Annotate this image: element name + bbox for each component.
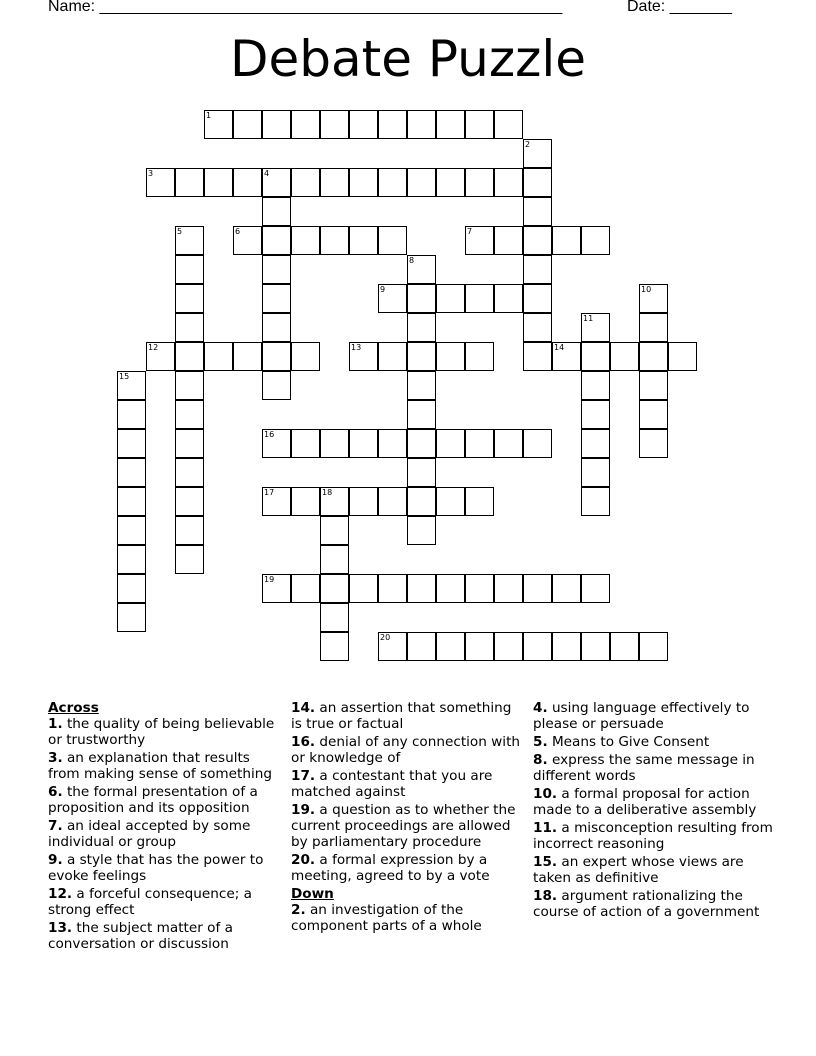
- clue-text: denial of any connection with or knowledge of: [291, 734, 521, 766]
- grid-cell[interactable]: [204, 342, 233, 371]
- grid-cell[interactable]: [407, 313, 436, 342]
- grid-cell[interactable]: [291, 168, 320, 197]
- grid-cell[interactable]: [523, 284, 552, 313]
- clue-text: a question as to whether the current proceedings are allowed by parliamentary procedure: [291, 802, 516, 850]
- clue-item: [291, 734, 526, 766]
- clue-item: [533, 854, 773, 886]
- grid-cell[interactable]: [581, 574, 610, 603]
- clue-number-label: 17.: [291, 768, 316, 784]
- clues-column-2: [291, 700, 526, 936]
- grid-cell[interactable]: [320, 168, 349, 197]
- clue-text: the quality of being believable or trustworthy: [48, 716, 275, 748]
- clue-item: [533, 888, 773, 920]
- clue-text: express the same message in different words: [533, 752, 755, 784]
- grid-cell[interactable]: [204, 168, 233, 197]
- grid-cell[interactable]: [494, 632, 523, 661]
- clue-number-label: 3.: [48, 750, 63, 766]
- grid-cell[interactable]: [117, 574, 146, 603]
- grid-cell[interactable]: [639, 371, 668, 400]
- date-field-label: Date: _______: [627, 0, 732, 15]
- grid-cell[interactable]: [175, 255, 204, 284]
- clues-column-3: [533, 700, 773, 922]
- grid-cell[interactable]: [523, 342, 552, 371]
- clue-number-label: 4.: [533, 700, 548, 716]
- grid-cell[interactable]: [175, 313, 204, 342]
- grid-cell[interactable]: [436, 487, 465, 516]
- grid-cell[interactable]: [407, 487, 436, 516]
- grid-cell[interactable]: [175, 284, 204, 313]
- grid-cell[interactable]: [639, 313, 668, 342]
- across-heading: Across: [48, 700, 99, 716]
- grid-cell[interactable]: [407, 110, 436, 139]
- grid-cell[interactable]: [523, 632, 552, 661]
- clue-text: an investigation of the component parts of a whole: [291, 902, 482, 934]
- grid-cell[interactable]: [175, 458, 204, 487]
- down-clue-list-1: [291, 902, 526, 934]
- grid-cell[interactable]: [436, 168, 465, 197]
- grid-cell[interactable]: [436, 429, 465, 458]
- grid-cell[interactable]: [407, 284, 436, 313]
- clue-number: 1: [206, 111, 212, 120]
- clue-number-label: 6.: [48, 784, 63, 800]
- grid-cell[interactable]: [465, 574, 494, 603]
- grid-cell[interactable]: [175, 516, 204, 545]
- clue-number-label: 15.: [533, 854, 558, 870]
- grid-cell[interactable]: [581, 632, 610, 661]
- grid-cell[interactable]: [291, 487, 320, 516]
- grid-cell[interactable]: [639, 400, 668, 429]
- grid-cell[interactable]: [117, 429, 146, 458]
- grid-cell[interactable]: [291, 429, 320, 458]
- grid-cell[interactable]: [175, 429, 204, 458]
- grid-cell[interactable]: [233, 342, 262, 371]
- clue-text: a style that has the power to evoke feelings: [48, 852, 264, 884]
- grid-cell[interactable]: [291, 574, 320, 603]
- clue-text: an expert whose views are taken as definitive: [533, 854, 744, 886]
- grid-cell[interactable]: [610, 632, 639, 661]
- grid-cell[interactable]: [349, 574, 378, 603]
- grid-cell[interactable]: [668, 342, 697, 371]
- clue-text: the formal presentation of a proposition and its opposition: [48, 784, 258, 816]
- grid-cell[interactable]: [407, 342, 436, 371]
- clue-number: 20: [380, 633, 391, 642]
- grid-cell[interactable]: [320, 545, 349, 574]
- grid-cell[interactable]: [552, 632, 581, 661]
- down-heading: Down: [291, 886, 334, 902]
- grid-cell[interactable]: [349, 429, 378, 458]
- clue-number-label: 12.: [48, 886, 73, 902]
- clue-item: [48, 852, 283, 884]
- clue-number: 15: [119, 372, 130, 381]
- grid-cell[interactable]: [117, 400, 146, 429]
- grid-cell[interactable]: [523, 197, 552, 226]
- clues-column-1: [48, 700, 283, 954]
- grid-cell[interactable]: [175, 400, 204, 429]
- clue-item: [291, 700, 526, 732]
- grid-cell[interactable]: [320, 226, 349, 255]
- grid-cell[interactable]: [262, 197, 291, 226]
- clue-number: 18: [322, 488, 333, 497]
- clue-number: 19: [264, 575, 275, 584]
- grid-cell[interactable]: [349, 110, 378, 139]
- grid-cell[interactable]: [639, 342, 668, 371]
- grid-cell[interactable]: [378, 226, 407, 255]
- clue-item: [48, 818, 283, 850]
- clue-item: [533, 820, 773, 852]
- grid-cell[interactable]: [523, 574, 552, 603]
- grid-cell[interactable]: [407, 429, 436, 458]
- grid-cell[interactable]: [407, 516, 436, 545]
- clue-number: 14: [554, 343, 565, 352]
- clue-number: 9: [380, 285, 386, 294]
- clue-number: 7: [467, 227, 473, 236]
- clue-number-label: 18.: [533, 888, 558, 904]
- grid-cell[interactable]: [349, 226, 378, 255]
- grid-cell[interactable]: [175, 371, 204, 400]
- grid-cell[interactable]: [523, 168, 552, 197]
- across-clue-list-2: [291, 700, 526, 884]
- grid-cell[interactable]: [523, 226, 552, 255]
- grid-cell[interactable]: [378, 574, 407, 603]
- grid-cell[interactable]: [523, 255, 552, 284]
- clue-item: [291, 852, 526, 884]
- clue-number-label: 8.: [533, 752, 548, 768]
- clue-item: [291, 902, 526, 934]
- clue-item: [533, 700, 773, 732]
- clue-item: [533, 752, 773, 784]
- clue-number-label: 7.: [48, 818, 63, 834]
- grid-cell[interactable]: [407, 168, 436, 197]
- grid-cell[interactable]: [581, 487, 610, 516]
- grid-cell[interactable]: [175, 168, 204, 197]
- clue-item: [533, 786, 773, 818]
- grid-cell[interactable]: [291, 342, 320, 371]
- across-clue-list-1: [48, 716, 283, 952]
- grid-cell[interactable]: [262, 226, 291, 255]
- clue-number-label: 11.: [533, 820, 558, 836]
- grid-cell[interactable]: [262, 284, 291, 313]
- grid-cell[interactable]: [465, 110, 494, 139]
- clue-number-label: 19.: [291, 802, 316, 818]
- grid-cell[interactable]: [378, 342, 407, 371]
- clue-number: 6: [235, 227, 241, 236]
- clue-number: 13: [351, 343, 362, 352]
- grid-cell[interactable]: [465, 342, 494, 371]
- clue-number-label: 9.: [48, 852, 63, 868]
- grid-cell[interactable]: [175, 342, 204, 371]
- grid-cell[interactable]: [378, 168, 407, 197]
- grid-cell[interactable]: [494, 429, 523, 458]
- clue-number-label: 1.: [48, 716, 63, 732]
- down-clue-list-2: [533, 700, 773, 920]
- grid-cell[interactable]: [436, 110, 465, 139]
- grid-cell[interactable]: [436, 342, 465, 371]
- grid-cell[interactable]: [465, 429, 494, 458]
- grid-cell[interactable]: [320, 603, 349, 632]
- grid-cell[interactable]: [552, 574, 581, 603]
- grid-cell[interactable]: [407, 371, 436, 400]
- grid-cell[interactable]: [465, 284, 494, 313]
- clue-text: the subject matter of a conversation or discussion: [48, 920, 233, 952]
- clue-text: a contestant that you are matched against: [291, 768, 493, 800]
- name-field-label: Name: ____________________________________________________: [48, 0, 563, 15]
- grid-cell[interactable]: [494, 574, 523, 603]
- clue-number: 16: [264, 430, 275, 439]
- grid-cell[interactable]: [349, 487, 378, 516]
- clue-item: [48, 750, 283, 782]
- grid-cell[interactable]: [494, 168, 523, 197]
- grid-cell[interactable]: [494, 284, 523, 313]
- clue-number-label: 16.: [291, 734, 316, 750]
- clue-text: an explanation that results from making sense of something: [48, 750, 272, 782]
- clue-text: a misconception resulting from incorrect reasoning: [533, 820, 773, 852]
- clue-item: [48, 716, 283, 748]
- clue-text: using language effectively to please or persuade: [533, 700, 750, 732]
- grid-cell[interactable]: [262, 110, 291, 139]
- grid-cell[interactable]: [320, 632, 349, 661]
- grid-cell[interactable]: [117, 516, 146, 545]
- clue-number: 17: [264, 488, 275, 497]
- page-title: Debate Puzzle: [229, 30, 586, 88]
- clue-number-label: 10.: [533, 786, 558, 802]
- grid-cell[interactable]: [581, 226, 610, 255]
- clue-number-label: 20.: [291, 852, 316, 868]
- grid-cell[interactable]: [262, 255, 291, 284]
- grid-cell[interactable]: [436, 632, 465, 661]
- grid-cell[interactable]: [494, 110, 523, 139]
- clue-item: [48, 886, 283, 918]
- grid-cell[interactable]: [523, 429, 552, 458]
- grid-cell[interactable]: [291, 226, 320, 255]
- grid-cell[interactable]: [117, 458, 146, 487]
- grid-cell[interactable]: [349, 168, 378, 197]
- grid-cell[interactable]: [291, 110, 320, 139]
- clue-number-label: 2.: [291, 902, 306, 918]
- grid-cell[interactable]: [117, 545, 146, 574]
- grid-cell[interactable]: [378, 429, 407, 458]
- grid-cell[interactable]: [117, 603, 146, 632]
- clue-text: a formal expression by a meeting, agreed to by a vote: [291, 852, 490, 884]
- grid-cell[interactable]: [581, 429, 610, 458]
- grid-cell[interactable]: [639, 632, 668, 661]
- clue-number: 10: [641, 285, 652, 294]
- clue-item: [48, 920, 283, 952]
- grid-cell[interactable]: [378, 487, 407, 516]
- grid-cell[interactable]: [494, 226, 523, 255]
- grid-cell[interactable]: [581, 342, 610, 371]
- clue-item: [291, 768, 526, 800]
- grid-cell[interactable]: [320, 516, 349, 545]
- clue-number: 4: [264, 169, 270, 178]
- grid-cell[interactable]: [610, 342, 639, 371]
- grid-cell[interactable]: [407, 574, 436, 603]
- grid-cell[interactable]: [320, 574, 349, 603]
- grid-cell[interactable]: [175, 487, 204, 516]
- clue-text: an assertion that something is true or factual: [291, 700, 512, 732]
- clue-text: argument rationalizing the course of action of a government: [533, 888, 760, 920]
- grid-cell[interactable]: [407, 400, 436, 429]
- clue-item: [48, 784, 283, 816]
- clue-text: a forceful consequence; a strong effect: [48, 886, 252, 918]
- clue-number-label: 14.: [291, 700, 316, 716]
- grid-cell[interactable]: [320, 429, 349, 458]
- clue-number-label: 13.: [48, 920, 73, 936]
- grid-cell[interactable]: [523, 313, 552, 342]
- grid-cell[interactable]: [465, 487, 494, 516]
- clue-text: Means to Give Consent: [547, 734, 710, 750]
- grid-cell[interactable]: [581, 400, 610, 429]
- grid-cell[interactable]: [552, 226, 581, 255]
- grid-cell[interactable]: [262, 371, 291, 400]
- clue-number: 11: [583, 314, 594, 323]
- clue-number: 12: [148, 343, 159, 352]
- clue-number: 3: [148, 169, 154, 178]
- grid-cell[interactable]: [378, 110, 407, 139]
- grid-cell[interactable]: [262, 342, 291, 371]
- clue-number-label: 5.: [533, 734, 548, 750]
- clue-item: [291, 802, 526, 850]
- grid-cell[interactable]: [436, 574, 465, 603]
- grid-cell[interactable]: [175, 545, 204, 574]
- grid-cell[interactable]: [639, 429, 668, 458]
- grid-cell[interactable]: [465, 632, 494, 661]
- grid-cell[interactable]: [581, 458, 610, 487]
- grid-cell[interactable]: [436, 284, 465, 313]
- grid-cell[interactable]: [581, 371, 610, 400]
- grid-cell[interactable]: [262, 313, 291, 342]
- clue-number: 8: [409, 256, 415, 265]
- grid-cell[interactable]: [117, 487, 146, 516]
- grid-cell[interactable]: [407, 458, 436, 487]
- clue-number: 5: [177, 227, 183, 236]
- grid-cell[interactable]: [407, 632, 436, 661]
- grid-cell[interactable]: [320, 110, 349, 139]
- grid-cell[interactable]: [233, 110, 262, 139]
- grid-cell[interactable]: [465, 168, 494, 197]
- clue-item: [533, 734, 773, 750]
- grid-cell[interactable]: [233, 168, 262, 197]
- clue-text: a formal proposal for action made to a deliberative assembly: [533, 786, 757, 818]
- clue-text: an ideal accepted by some individual or group: [48, 818, 251, 850]
- clue-number: 2: [525, 140, 531, 149]
